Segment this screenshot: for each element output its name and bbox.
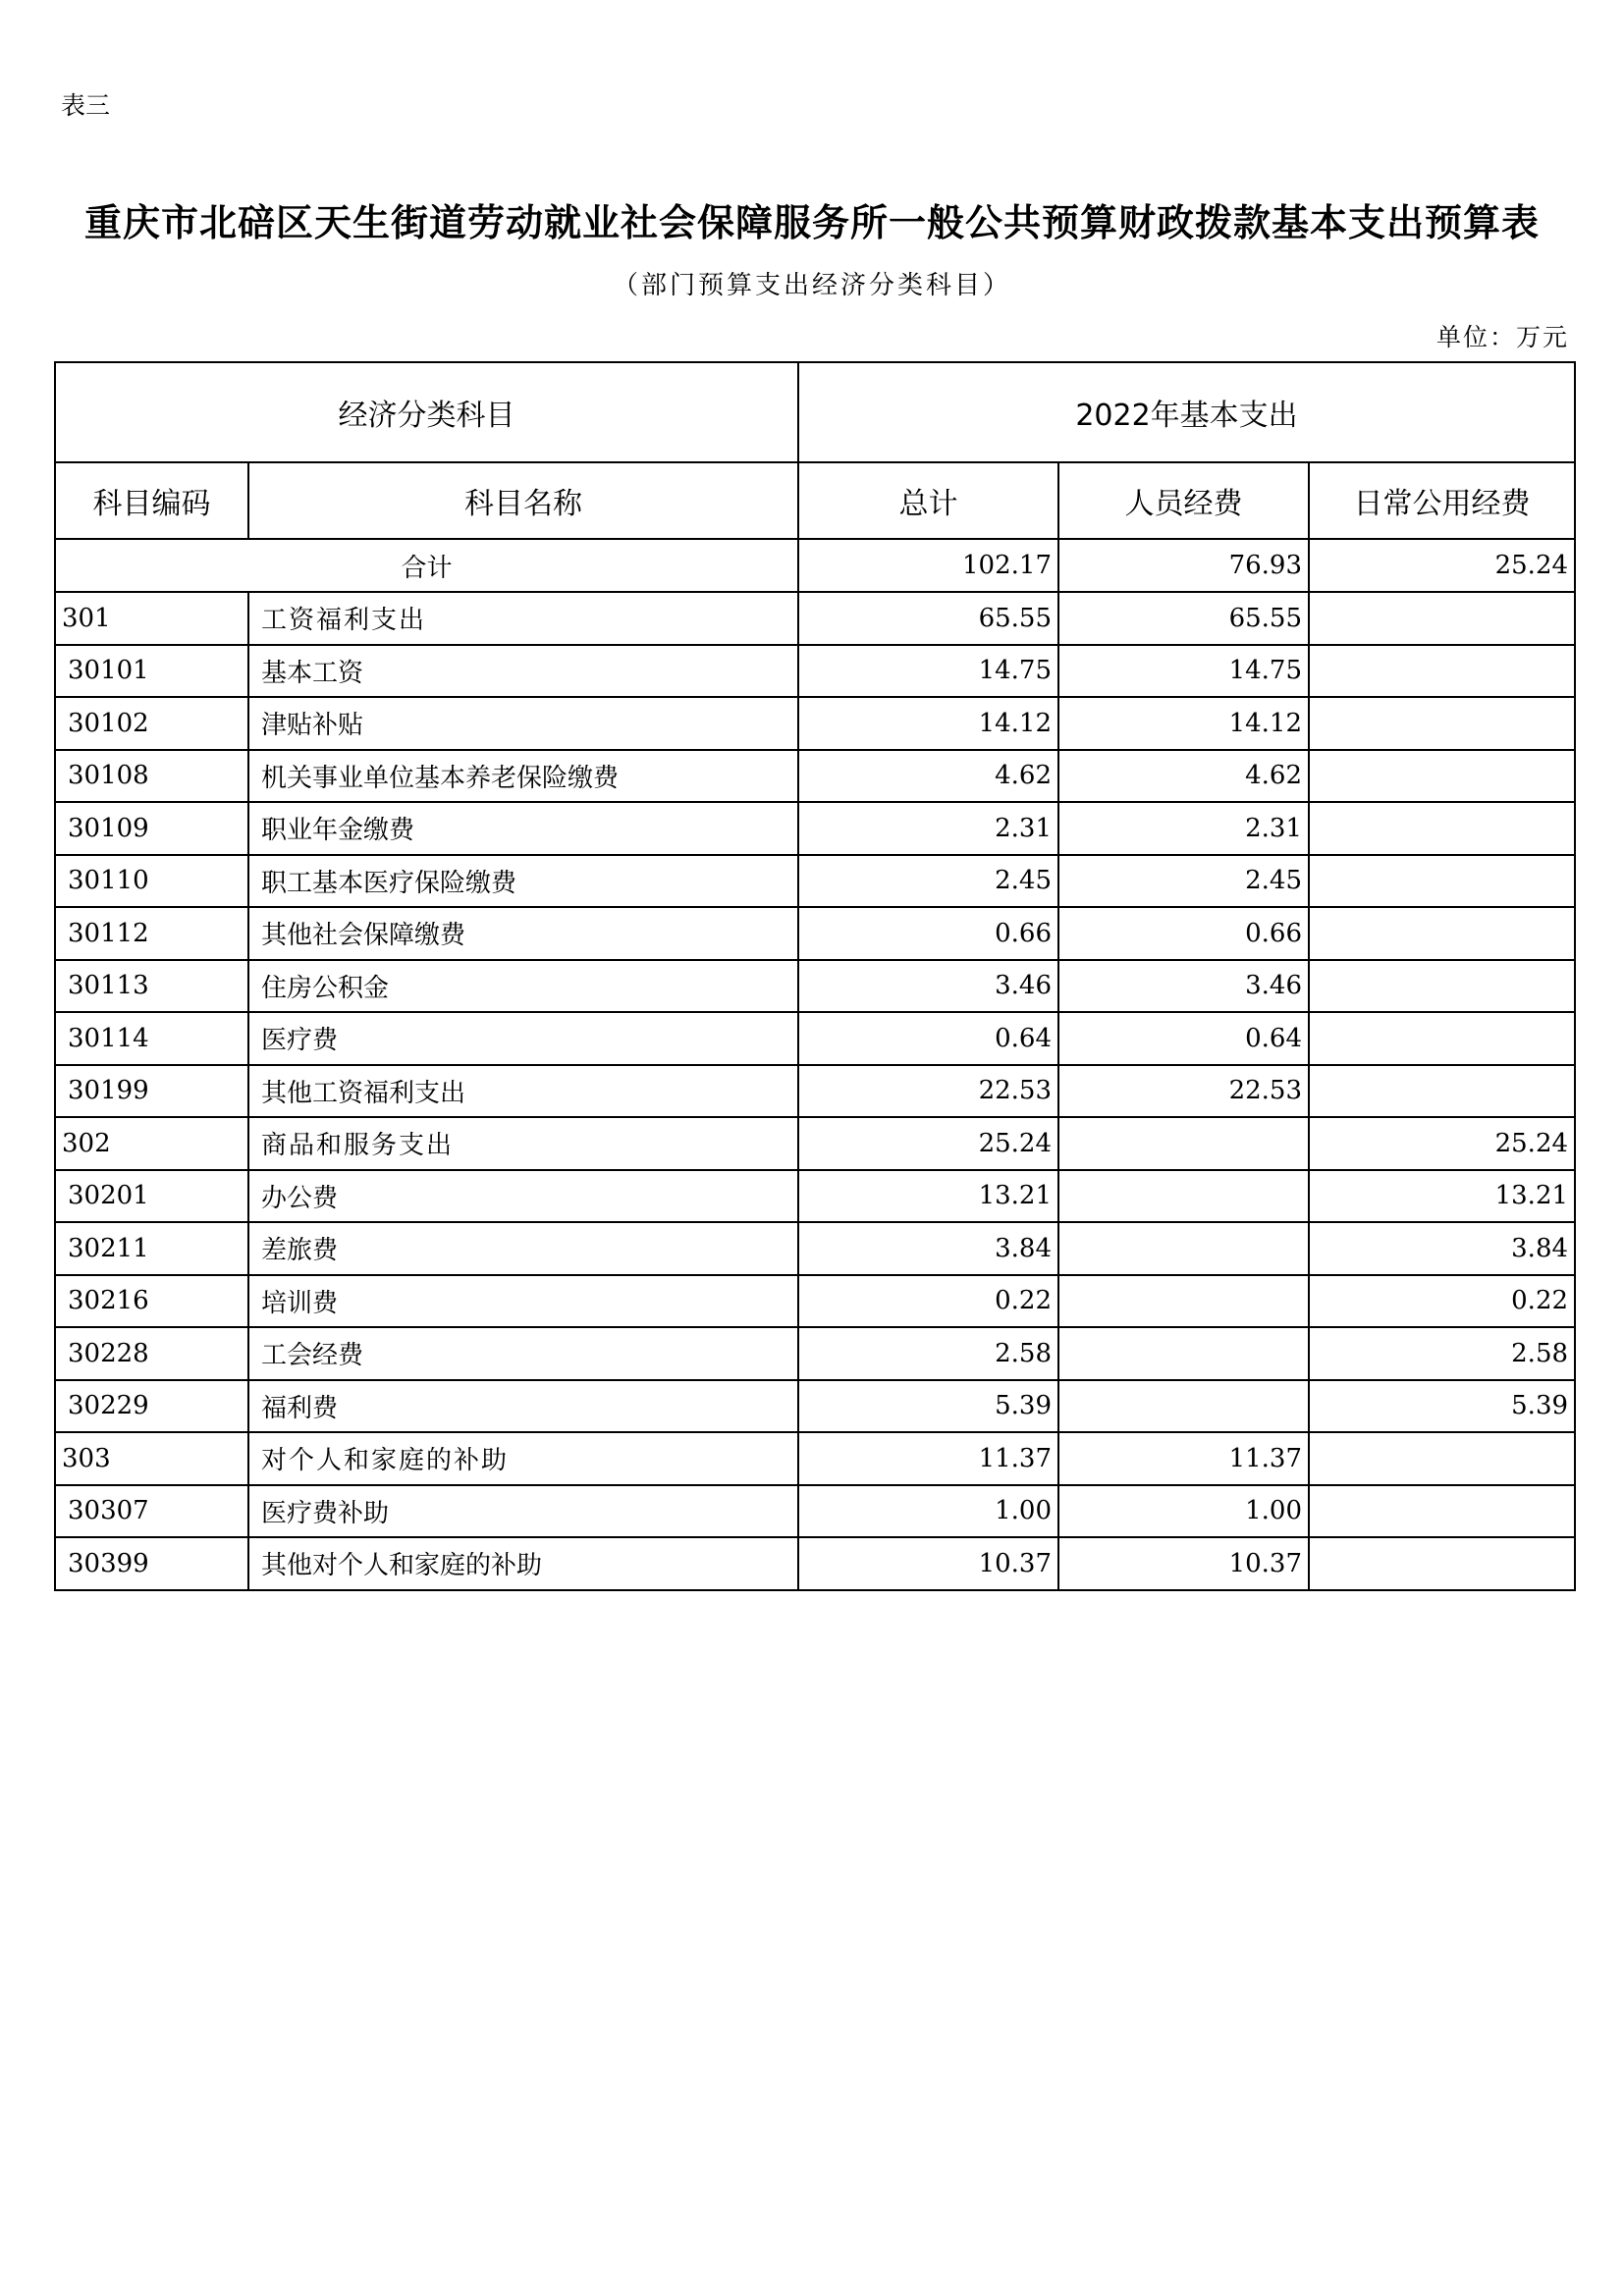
personnel-cell: 4.62 (1058, 750, 1309, 803)
table-row (55, 592, 1575, 645)
total-cell: 2.31 (798, 802, 1058, 855)
total-cell: 13.21 (798, 1170, 1058, 1223)
subject-name-cell: 工会经费 (248, 1327, 798, 1380)
header-row-group (55, 362, 1575, 462)
total-total: 102.17 (798, 539, 1058, 592)
total-cell: 65.55 (798, 592, 1058, 645)
personnel-cell: 1.00 (1058, 1485, 1309, 1538)
public-cell: 2.58 (1309, 1327, 1575, 1380)
personnel-cell: 0.66 (1058, 907, 1309, 960)
table-row (55, 960, 1575, 1013)
header-subject-code: 科目编码 (55, 462, 248, 539)
public-cell (1309, 1012, 1575, 1065)
total-cell: 14.75 (798, 645, 1058, 698)
subject-name-cell: 津贴补贴 (248, 697, 798, 750)
subject-code-cell: 303 (55, 1432, 248, 1485)
public-cell: 25.24 (1309, 1117, 1575, 1170)
total-cell: 25.24 (798, 1117, 1058, 1170)
personnel-cell: 2.31 (1058, 802, 1309, 855)
personnel-cell: 22.53 (1058, 1065, 1309, 1118)
table-row (55, 1327, 1575, 1380)
total-cell: 22.53 (798, 1065, 1058, 1118)
subject-name-cell: 差旅费 (248, 1222, 798, 1275)
total-cell: 14.12 (798, 697, 1058, 750)
personnel-cell: 14.75 (1058, 645, 1309, 698)
subject-name-cell: 机关事业单位基本养老保险缴费 (248, 750, 798, 803)
table-row (55, 907, 1575, 960)
subject-code-cell: 30201 (55, 1170, 248, 1223)
table-row (55, 645, 1575, 698)
table-row (55, 855, 1575, 908)
table-row (55, 1432, 1575, 1485)
subject-code-cell: 30199 (55, 1065, 248, 1118)
subject-name-cell: 对个人和家庭的补助 (248, 1432, 798, 1485)
total-public: 25.24 (1309, 539, 1575, 592)
subject-name-cell: 商品和服务支出 (248, 1117, 798, 1170)
subject-code-cell: 30102 (55, 697, 248, 750)
header-public: 日常公用经费 (1309, 462, 1575, 539)
table-row (55, 1485, 1575, 1538)
budget-table (54, 361, 1576, 1591)
public-cell: 0.22 (1309, 1275, 1575, 1328)
total-cell: 0.64 (798, 1012, 1058, 1065)
table-row (55, 1537, 1575, 1590)
table-row (55, 802, 1575, 855)
header-personnel: 人员经费 (1058, 462, 1309, 539)
subject-code-cell: 30108 (55, 750, 248, 803)
subject-name-cell: 医疗费补助 (248, 1485, 798, 1538)
personnel-cell: 2.45 (1058, 855, 1309, 908)
page-title: 重庆市北碚区天生街道劳动就业社会保障服务所一般公共预算财政拨款基本支出预算表 (83, 200, 1540, 244)
personnel-cell: 3.46 (1058, 960, 1309, 1013)
total-cell: 3.84 (798, 1222, 1058, 1275)
table-row (55, 1065, 1575, 1118)
public-cell (1309, 802, 1575, 855)
personnel-cell: 65.55 (1058, 592, 1309, 645)
subject-code-cell: 30109 (55, 802, 248, 855)
public-cell (1309, 645, 1575, 698)
header-basic-expenditure: 2022年基本支出 (798, 362, 1575, 462)
subject-code-cell: 30112 (55, 907, 248, 960)
total-cell: 0.66 (798, 907, 1058, 960)
personnel-cell: 0.64 (1058, 1012, 1309, 1065)
subject-name-cell: 住房公积金 (248, 960, 798, 1013)
public-cell (1309, 592, 1575, 645)
total-cell: 1.00 (798, 1485, 1058, 1538)
page-subtitle: （部门预算支出经济分类科目） (612, 271, 1011, 300)
total-cell: 10.37 (798, 1537, 1058, 1590)
subject-code-cell: 30228 (55, 1327, 248, 1380)
public-cell (1309, 960, 1575, 1013)
personnel-cell (1058, 1327, 1309, 1380)
subject-code-cell: 302 (55, 1117, 248, 1170)
table-row (55, 750, 1575, 803)
subject-name-cell: 其他社会保障缴费 (248, 907, 798, 960)
total-cell: 0.22 (798, 1275, 1058, 1328)
personnel-cell: 11.37 (1058, 1432, 1309, 1485)
table-row (55, 1012, 1575, 1065)
subject-name-cell: 其他工资福利支出 (248, 1065, 798, 1118)
header-economic-category: 经济分类科目 (55, 362, 798, 462)
personnel-cell (1058, 1380, 1309, 1433)
public-cell (1309, 855, 1575, 908)
subject-code-cell: 30110 (55, 855, 248, 908)
total-cell: 4.62 (798, 750, 1058, 803)
total-cell: 5.39 (798, 1380, 1058, 1433)
unit-label: 单位：万元 (1435, 323, 1569, 351)
subject-code-cell: 30113 (55, 960, 248, 1013)
public-cell: 5.39 (1309, 1380, 1575, 1433)
table-row (55, 1117, 1575, 1170)
public-cell: 3.84 (1309, 1222, 1575, 1275)
header-subject-name: 科目名称 (248, 462, 798, 539)
subject-name-cell: 工资福利支出 (248, 592, 798, 645)
subject-code-cell: 30216 (55, 1275, 248, 1328)
subject-name-cell: 职工基本医疗保险缴费 (248, 855, 798, 908)
total-cell: 3.46 (798, 960, 1058, 1013)
total-cell: 2.45 (798, 855, 1058, 908)
table-row (55, 1170, 1575, 1223)
subject-code-cell: 301 (55, 592, 248, 645)
table-row (55, 1275, 1575, 1328)
personnel-cell (1058, 1170, 1309, 1223)
subject-code-cell: 30399 (55, 1537, 248, 1590)
public-cell (1309, 1537, 1575, 1590)
subject-code-cell: 30229 (55, 1380, 248, 1433)
public-cell (1309, 1432, 1575, 1485)
personnel-cell: 14.12 (1058, 697, 1309, 750)
table-row (55, 697, 1575, 750)
total-cell: 2.58 (798, 1327, 1058, 1380)
public-cell (1309, 1485, 1575, 1538)
personnel-cell (1058, 1275, 1309, 1328)
subject-code-cell: 30211 (55, 1222, 248, 1275)
public-cell (1309, 1065, 1575, 1118)
subject-name-cell: 办公费 (248, 1170, 798, 1223)
subject-code-cell: 30101 (55, 645, 248, 698)
personnel-cell (1058, 1117, 1309, 1170)
subject-name-cell: 职业年金缴费 (248, 802, 798, 855)
subject-code-cell: 30307 (55, 1485, 248, 1538)
public-cell (1309, 907, 1575, 960)
public-cell: 13.21 (1309, 1170, 1575, 1223)
table-row (55, 1380, 1575, 1433)
header-total: 总计 (798, 462, 1058, 539)
subject-name-cell: 培训费 (248, 1275, 798, 1328)
total-label: 合计 (55, 539, 798, 592)
table-number-label: 表三 (61, 91, 111, 120)
subject-name-cell: 福利费 (248, 1380, 798, 1433)
header-row-columns (55, 462, 1575, 539)
total-personnel: 76.93 (1058, 539, 1309, 592)
subject-name-cell: 基本工资 (248, 645, 798, 698)
subject-name-cell: 其他对个人和家庭的补助 (248, 1537, 798, 1590)
public-cell (1309, 697, 1575, 750)
total-row (55, 539, 1575, 592)
subject-code-cell: 30114 (55, 1012, 248, 1065)
personnel-cell (1058, 1222, 1309, 1275)
personnel-cell: 10.37 (1058, 1537, 1309, 1590)
table-row (55, 1222, 1575, 1275)
total-cell: 11.37 (798, 1432, 1058, 1485)
public-cell (1309, 750, 1575, 803)
subject-name-cell: 医疗费 (248, 1012, 798, 1065)
